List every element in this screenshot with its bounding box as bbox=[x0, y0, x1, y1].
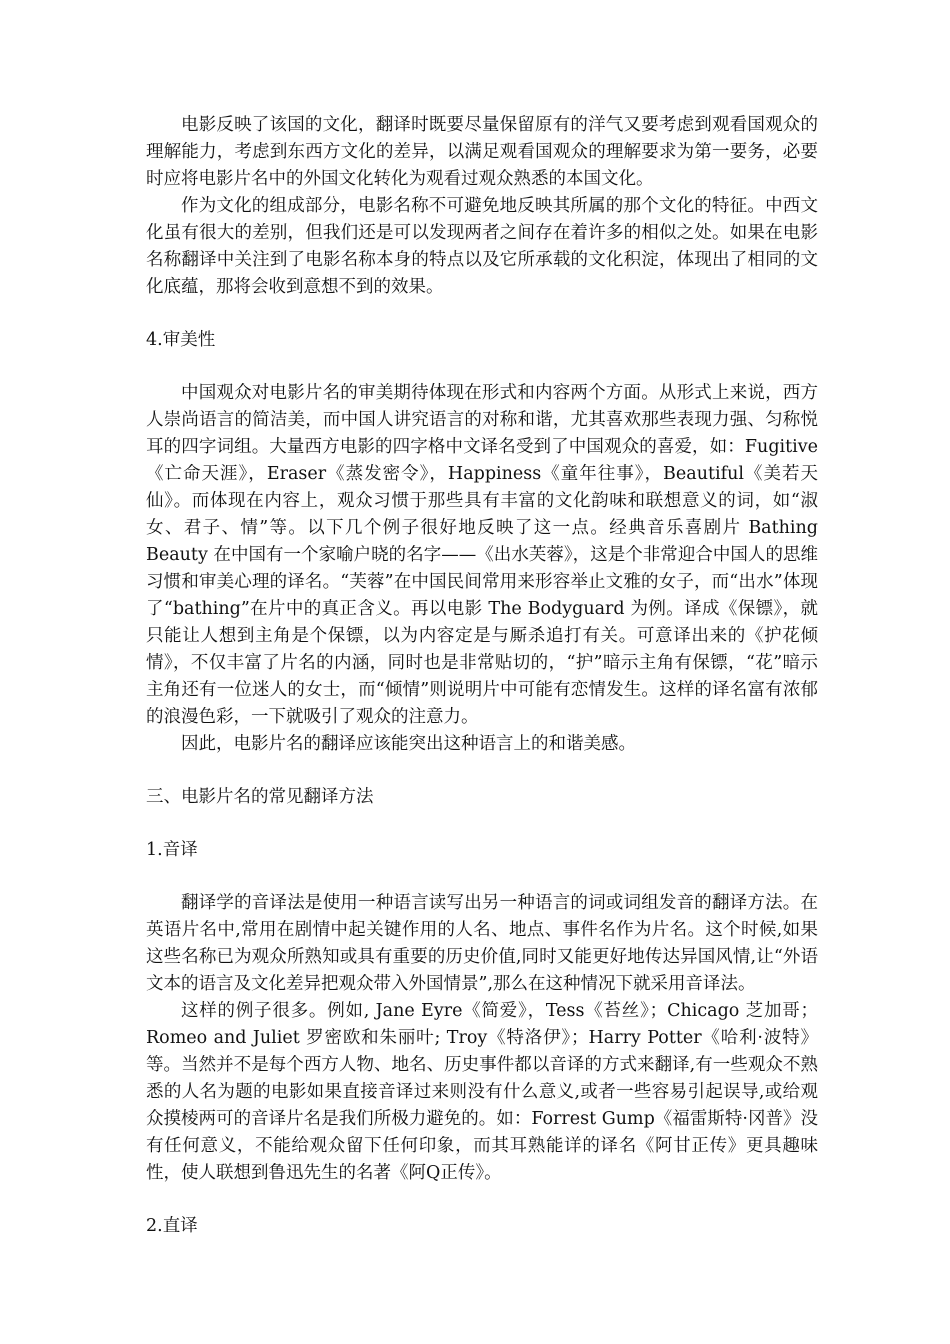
paragraph-aesthetic-expectation: 中国观众对电影片名的审美期待体现在形式和内容两个方面。从形式上来说，西方人崇尚语言的简洁美，而中国人讲究语言的对称和谐，尤其喜欢那些表现力强、匀称悦耳的四字词组。大量西方电影的四字格中文译名受到了中国观众的喜爱，如：Fugitive《亡命天涯》，Eraser《蒸发密令》，Happiness《童年往事》，Beautiful《美若天仙》。而体现在内容上，观众习惯于那些具有丰富的文化韵味和联想意义的词，如“淑女、君子、情”等。以下几个例子很好地反映了这一点。经典音乐喜剧片 Bathing Beauty 在中国有一个家喻户晓的名字——《出水芙蓉》，这是个非常迎合中国人的思维习惯和审美心理的译名。“芙蓉”在中国民间常用来形容举止文雅的女子，而“出水”体现了“bathing”在片中的真正含义。再以电影 The Bodyguard 为例。译成《保镖》，就只能让人想到主角是个保镖，以为内容定是与厮杀追打有关。可意译出来的《护花倾情》，不仅丰富了片名的内涵，同时也是非常贴切的，“护”暗示主角有保镖，“花”暗示主角还有一位迷人的女士，而“倾情”则说明片中可能有恋情发生。这样的译名富有浓郁的浪漫色彩，一下就吸引了观众的注意力。 bbox=[146, 383, 818, 727]
paragraph-culture-component: 作为文化的组成部分，电影名称不可避免地反映其所属的那个文化的特征。中西文化虽有很大的差别，但我们还是可以发现两者之间存在着许多的相似之处。如果在电影名称翻译中关注到了电影名称本身的特点以及它所承载的文化积淀，体现出了相同的文化底蕴，那将会收到意想不到的效果。 bbox=[146, 196, 818, 297]
paragraph-culture-adaptation: 电影反映了该国的文化，翻译时既要尽量保留原有的洋气又要考虑到观看国观众的理解能力，考虑到东西方文化的差异，以满足观看国观众的理解要求为第一要务，必要时应将电影片名中的外国文化转化为观看过观众熟悉的本国文化。 bbox=[146, 115, 818, 189]
paragraph-transliteration-examples: 这样的例子很多。例如, Jane Eyre《简爱》，Tess《苔丝》；Chicago 芝加哥；Romeo and Juliet 罗密欧和朱丽叶; Troy《特洛伊》；Harry Potter《哈利·波特》等。当然并不是每个西方人物、地名、历史事件都以音译的方式来翻译,有一些观众不熟悉的人名为题的电影如果直接音译过来则没有什么意义,或者一些容易引起误导,或给观众摸棱两可的音译片名是我们所极力避免的。如：Forrest Gump《福雷斯特·冈普》没有任何意义，不能给观众留下任何印象，而其耳熟能详的译名《阿甘正传》更具趣味性，使人联想到鲁迅先生的名著《阿Q正传》。 bbox=[146, 1001, 818, 1183]
heading-literal-translation: 2.直译 bbox=[146, 1216, 198, 1236]
heading-transliteration: 1.音译 bbox=[146, 840, 198, 860]
paragraph-aesthetic-conclusion: 因此，电影片名的翻译应该能突出这种语言上的和谐美感。 bbox=[181, 734, 636, 754]
paragraph-transliteration-definition: 翻译学的音译法是使用一种语言读写出另一种语言的词或词组发音的翻译方法。在英语片名中,常用在剧情中起关键作用的人名、地点、事件名作为片名。这个时候,如果这些名称已为观众所熟知或具有重要的历史价值,同时又能更好地传达异国风情,让“外语文本的语言及文化差异把观众带入外国情景”,那么在这种情况下就采用音译法。 bbox=[146, 893, 818, 994]
heading-aesthetic: 4.审美性 bbox=[146, 330, 216, 350]
spacer bbox=[146, 864, 818, 890]
spacer bbox=[146, 758, 818, 784]
spacer bbox=[146, 301, 818, 327]
spacer bbox=[146, 811, 818, 837]
heading-translation-methods: 三、电影片名的常见翻译方法 bbox=[146, 787, 374, 807]
spacer bbox=[146, 354, 818, 380]
spacer bbox=[146, 1187, 818, 1213]
document-page bbox=[146, 112, 818, 1240]
